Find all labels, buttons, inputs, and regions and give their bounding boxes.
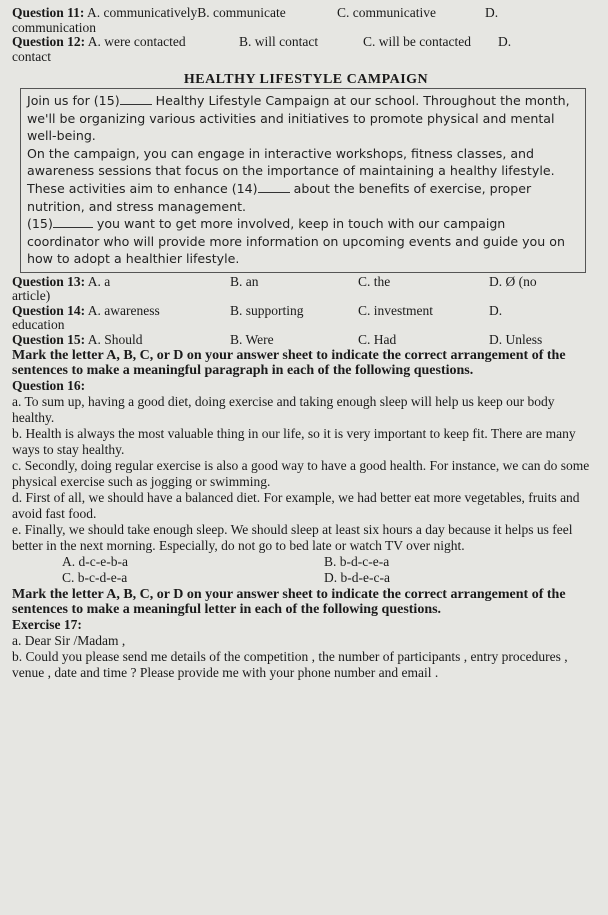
option-c: C. communicative: [337, 5, 436, 20]
option-continuation: article): [12, 288, 51, 304]
question-13: [12, 275, 600, 290]
option-d: D.: [485, 5, 499, 20]
option-continuation: communication: [12, 19, 96, 35]
advert-box: [20, 88, 586, 273]
answer-blank: [258, 180, 290, 193]
question-label: Question 14:: [12, 302, 86, 318]
option-d: D.: [489, 302, 503, 318]
question-14: [12, 304, 600, 319]
option-b: B. Were: [230, 331, 274, 347]
question-15: [12, 333, 600, 348]
advert-paragraph: (15) you want to get more involved, keep in touch with our campaign coordinator who will provide more information on upcoming events and guide you on how to adopt a healthier lifestyle.: [27, 216, 565, 267]
option-a: A. awareness: [87, 302, 160, 318]
answer-blank: [53, 215, 93, 228]
option-b: B. will contact: [239, 34, 319, 49]
option-ab: A. communicativelyB. communicate: [87, 5, 286, 20]
option-b: B. an: [230, 273, 259, 289]
sentence-e: e. Finally, we should take enough sleep. We should sleep at least six hours a day because it helps us feel better in the next morning. Especially, do not go to bed late or watch TV over night.: [12, 522, 573, 554]
answer-blank: [120, 92, 152, 105]
sentence-d: d. First of all, we should have a balanced diet. For example, we had better eat more vegetables, fruits and avoid fast food.: [12, 490, 580, 522]
option-d: D. b-d-e-c-a: [324, 570, 390, 586]
advert-title: HEALTHY LIFESTYLE CAMPAIGN: [183, 72, 429, 87]
question-label: Question 11:: [12, 5, 85, 20]
sentence-c: c. Secondly, doing regular exercise is also a good way to have a good health. For instance, we can do some physical exercise such as jogging or swimming.: [12, 458, 590, 490]
option-a: A. were contacted: [87, 34, 186, 49]
option-c: C. the: [358, 273, 391, 289]
option-b: B. b-d-c-e-a: [324, 554, 390, 570]
question-12: [12, 35, 600, 50]
option-a: A. d-c-e-b-a: [62, 554, 128, 570]
question-11: [12, 6, 600, 21]
sentence-b: b. Health is always the most valuable thing in our life, so it is very important to keep fit. There are many ways to stay healthy.: [12, 426, 576, 458]
exercise-label: Exercise 17:: [12, 617, 82, 633]
instruction-paragraph: Mark the letter A, B, C, or D on your answer sheet to indicate the correct arrangement of the sentences to make a meaningful letter in each of the following questions.: [12, 587, 566, 618]
advert-paragraph: On the campaign, you can engage in interactive workshops, fitness classes, and awareness sessions that focus on the importance of maintaining a healthy lifestyle.: [27, 145, 555, 179]
option-b: B. supporting: [230, 302, 304, 318]
option-c: C. b-c-d-e-a: [62, 570, 128, 586]
question-label: Question 15:: [12, 331, 86, 347]
option-continuation: contact: [12, 48, 51, 64]
option-continuation: education: [12, 317, 65, 333]
option-d: D. Unless: [489, 331, 543, 347]
question-label: Question 13:: [12, 273, 86, 289]
sentence-b: b. Could you please send me details of the competition , the number of participants , entry procedures , venue , date and time ? Please provide me with your phone number and email .: [12, 649, 568, 681]
option-c: C. will be contacted: [363, 34, 471, 49]
option-a: A. a: [87, 273, 111, 289]
option-c: C. investment: [358, 302, 433, 318]
question-label: Question 16:: [12, 378, 86, 394]
option-a: A. Should: [87, 331, 143, 347]
option-c: C. Had: [358, 331, 397, 347]
advert-paragraph: Join us for (15) Healthy Lifestyle Campaign at our school. Throughout the month, we'll be organizing various activities and initiatives to promote physical and mental well-being.: [27, 93, 570, 144]
sentence-a: a. To sum up, having a good diet, doing exercise and taking enough sleep will help us keep our body healthy.: [12, 394, 555, 426]
sentence-a: a. Dear Sir /Madam ,: [12, 633, 126, 649]
instruction-paragraph: Mark the letter A, B, C, or D on your answer sheet to indicate the correct arrangement of the sentences to make a meaningful paragraph in each of the following questions.: [12, 348, 566, 379]
answer-options: [12, 554, 600, 586]
option-d: D. Ø (no: [489, 273, 537, 289]
question-label: Question 12:: [12, 34, 86, 49]
option-d: D.: [498, 34, 512, 49]
advert-paragraph: These activities aim to enhance (14) about the benefits of exercise, proper nutrition, and stress management.: [27, 180, 532, 214]
